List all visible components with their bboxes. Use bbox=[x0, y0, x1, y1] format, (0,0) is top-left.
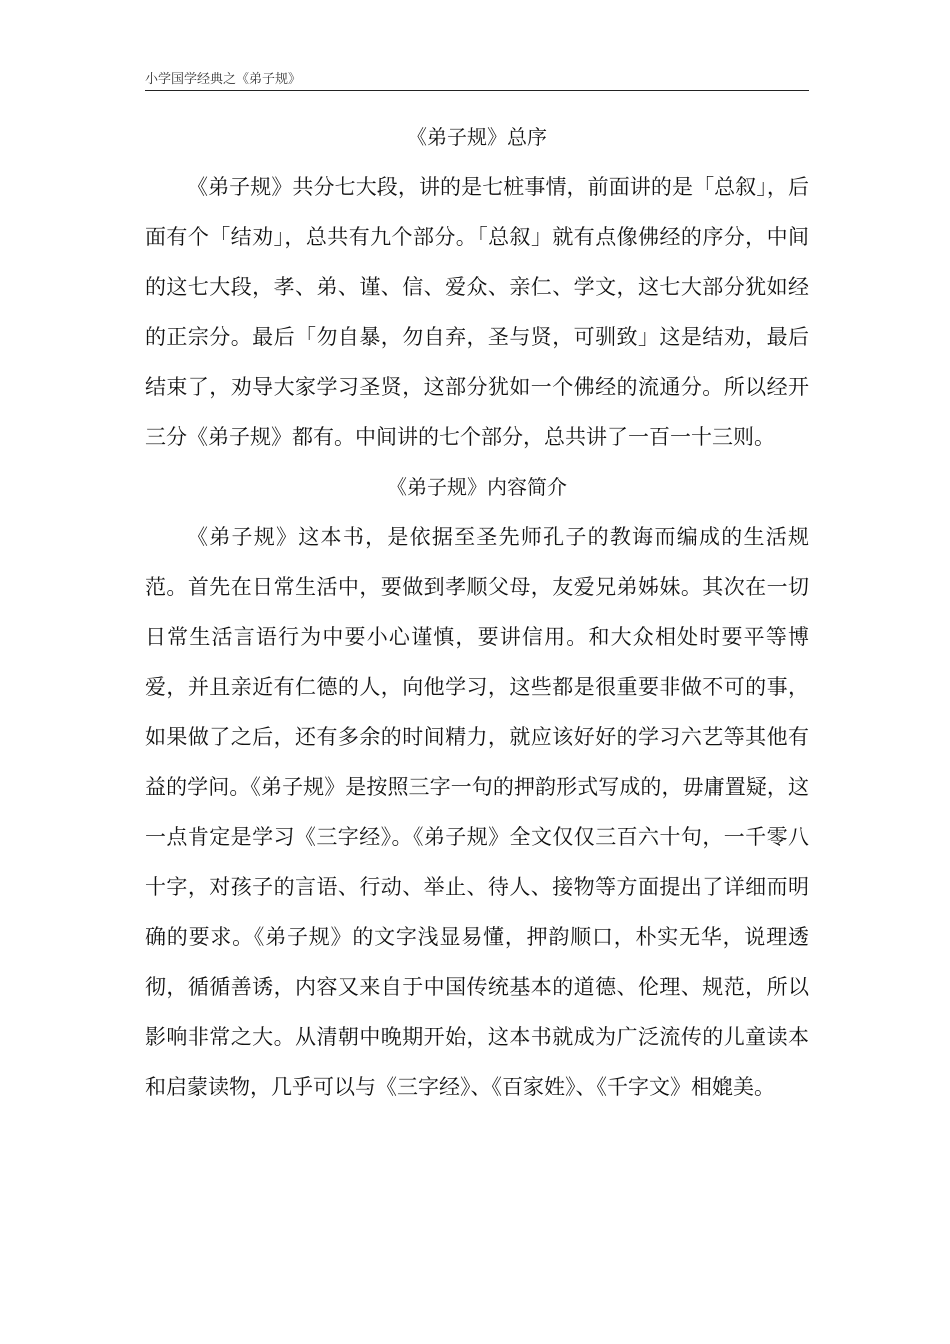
page-header bbox=[145, 70, 809, 91]
paragraph-introduction: 《弟子规》这本书，是依据至圣先师孔子的教诲而编成的生活规范。首先在日常生活中，要做到孝顺父母，友爱兄弟姊妹。其次在一切日常生活言语行为中要小心谨慎，要讲信用。和大众相处时要平等博爱，并且亲近有仁德的人，向他学习，这些都是很重要非做不可的事，如果做了之后，还有多余的时间精力，就应该好好的学习六艺等其他有益的学问。《弟子规》是按照三字一句的押韵形式写成的，毋庸置疑，这一点肯定是学习《三字经》。《弟子规》全文仅仅三百六十句，一千零八十字，对孩子的言语、行动、举止、待人、接物等方面提出了详细而明确的要求。《弟子规》的文字浅显易懂，押韵顺口，朴实无华，说理透彻，循循善诱，内容又来自于中国传统基本的道德、伦理、规范，所以影响非常之大。从清朝中晚期开始，这本书就成为广泛流传的儿童读本和启蒙读物，几乎可以与《三字经》、《百家姓》、《千字文》相媲美。 bbox=[145, 525, 809, 1099]
header-title: 小学国学经典之《弟子规》 bbox=[145, 72, 302, 87]
document-body bbox=[145, 112, 809, 1112]
paragraph-preface: 《弟子规》共分七大段，讲的是七桩事情，前面讲的是「总叙」，后面有个「结劝」，总共有九个部分。「总叙」就有点像佛经的序分，中间的这七大段，孝、弟、谨、信、爱众、亲仁、学文，这七大部分犹如经的正宗分。最后「勿自暴，勿自弃，圣与贤，可驯致」这是结劝，最后结束了，劝导大家学习圣贤，这部分犹如一个佛经的流通分。所以经开三分《弟子规》都有。中间讲的七个部分，总共讲了一百一十三则。 bbox=[145, 175, 809, 449]
section-title-introduction: 《弟子规》内容简介 bbox=[387, 475, 567, 499]
section-title-preface: 《弟子规》总序 bbox=[407, 125, 547, 149]
